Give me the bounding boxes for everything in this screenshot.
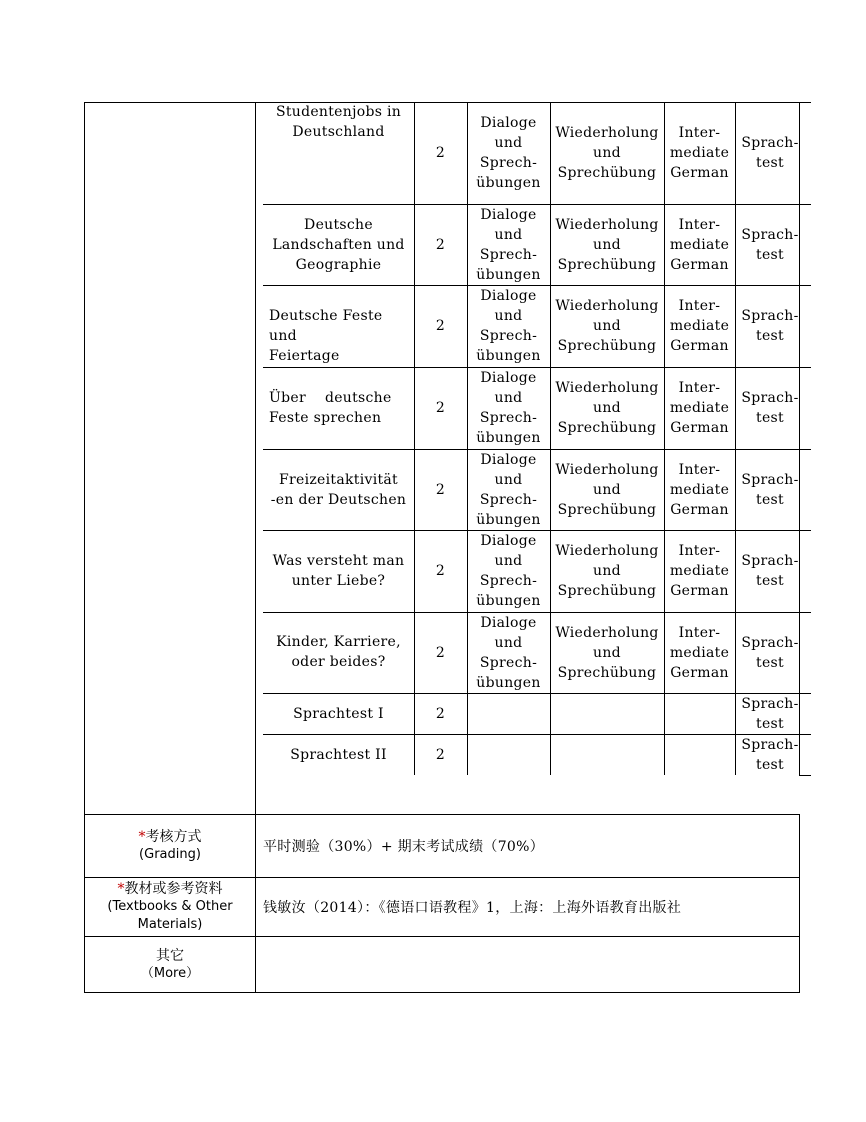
schedule-assessment-cell: Sprach- test (741, 390, 799, 426)
schedule-level-cell: Inter- mediate German (669, 624, 730, 681)
materials-label-en-2: Materials) (137, 917, 203, 932)
grading-label (85, 815, 255, 877)
materials-label-cn-line (118, 880, 223, 898)
schedule-hours-cell: 2 (435, 563, 446, 579)
schedule-topic-cell: Deutsche Feste und Feiertage (269, 308, 383, 364)
schedule-level-cell: Inter- mediate German (669, 125, 730, 181)
schedule-assessment-cell: Sprach- test (741, 553, 799, 589)
schedule-assessment-cell: Sprach- test (741, 736, 799, 773)
schedule-hours-cell: 2 (435, 400, 446, 416)
materials-label-en-1: (Textbooks & Other (107, 899, 233, 914)
schedule-assessment-cell: Sprach- test (741, 226, 799, 263)
materials-label-cn: 教材或参考资料 (124, 881, 223, 897)
schedule-assessment-cell: Sprach- test (741, 135, 799, 171)
schedule-topic-cell: Über deutsche Feste sprechen (269, 390, 392, 426)
schedule-level-cell: Inter- mediate German (669, 380, 730, 436)
schedule-assessment-cell: Sprach- test (741, 695, 799, 732)
schedule-assessment-cell: Sprach- test (741, 634, 799, 671)
schedule-topic-cell: Freizeitaktivität -en der Deutschen (270, 471, 407, 508)
schedule-assessment-cell: Sprach- test (741, 308, 799, 344)
schedule-hours-cell: 2 (435, 705, 446, 722)
schedule-content-cell: Wiederholung und Sprechübung (555, 298, 659, 354)
schedule-form-cell: Dialoge und Sprech- übungen (476, 451, 541, 528)
schedule-form-cell: Dialoge und Sprech- übungen (476, 115, 541, 191)
schedule-level-cell: Inter- mediate German (669, 216, 730, 273)
schedule-level-cell: Inter- mediate German (669, 298, 730, 354)
schedule-content-cell: Wiederholung und Sprechübung (555, 380, 659, 436)
required-mark: * (138, 829, 146, 845)
schedule-content-cell: Wiederholung und Sprechübung (555, 125, 659, 181)
required-mark: * (117, 881, 125, 897)
schedule-topic-cell: Sprachtest I (293, 705, 384, 722)
schedule-hours-cell: 2 (435, 236, 446, 253)
table-label-divider (255, 102, 256, 993)
schedule-content-cell: Wiederholung und Sprechübung (555, 216, 659, 273)
schedule-level-cell: Inter- mediate German (669, 543, 730, 599)
schedule-topic-cell: Sprachtest II (290, 746, 387, 763)
schedule-topic-cell: Studentenjobs in Deutschland (275, 104, 402, 140)
table-bottom-border (84, 992, 800, 993)
more-label-cn: 其它 (156, 947, 184, 964)
schedule-hours-cell: 2 (435, 145, 446, 161)
schedule-content-cell: Wiederholung und Sprechübung (555, 624, 659, 681)
table-right-border (799, 814, 800, 993)
schedule-form-cell: Dialoge und Sprech- übungen (476, 206, 541, 283)
schedule-bottom-stub (799, 775, 811, 776)
materials-value: 钱敏汝（2014）：《德语口语教程》1，上海：上海外语教育出版社 (263, 900, 682, 916)
grading-label-cn-line (139, 828, 202, 846)
schedule-hours-cell: 2 (435, 644, 446, 661)
materials-label (85, 878, 255, 936)
schedule-content-cell: Wiederholung und Sprechübung (555, 543, 659, 599)
more-label (85, 937, 255, 992)
schedule-form-cell: Dialoge und Sprech- übungen (476, 288, 541, 364)
schedule-form-cell: Dialoge und Sprech- übungen (476, 370, 541, 446)
schedule-hours-cell: 2 (435, 746, 446, 763)
schedule-hours-cell: 2 (435, 481, 446, 498)
schedule-assessment-cell: Sprach- test (741, 471, 799, 508)
grading-value: 平时测验（30%）+ 期末考试成绩（70%） (263, 839, 545, 855)
schedule-form-cell: Dialoge und Sprech- übungen (476, 614, 541, 691)
grading-label-cn: 考核方式 (145, 829, 202, 845)
schedule-content-cell: Wiederholung und Sprechübung (555, 461, 659, 518)
more-label-en: （More） (140, 965, 200, 981)
schedule-form-cell: Dialoge und Sprech- übungen (476, 533, 541, 609)
schedule-topic-cell: Was versteht man unter Liebe? (272, 553, 405, 589)
schedule-topic-cell: Deutsche Landschaften und Geographie (272, 216, 405, 273)
grading-label-en: (Grading) (139, 847, 201, 862)
schedule-topic-cell: Kinder, Karriere, oder beides? (276, 634, 401, 670)
schedule-level-cell: Inter- mediate German (669, 461, 730, 518)
schedule-hours-cell: 2 (435, 318, 446, 334)
